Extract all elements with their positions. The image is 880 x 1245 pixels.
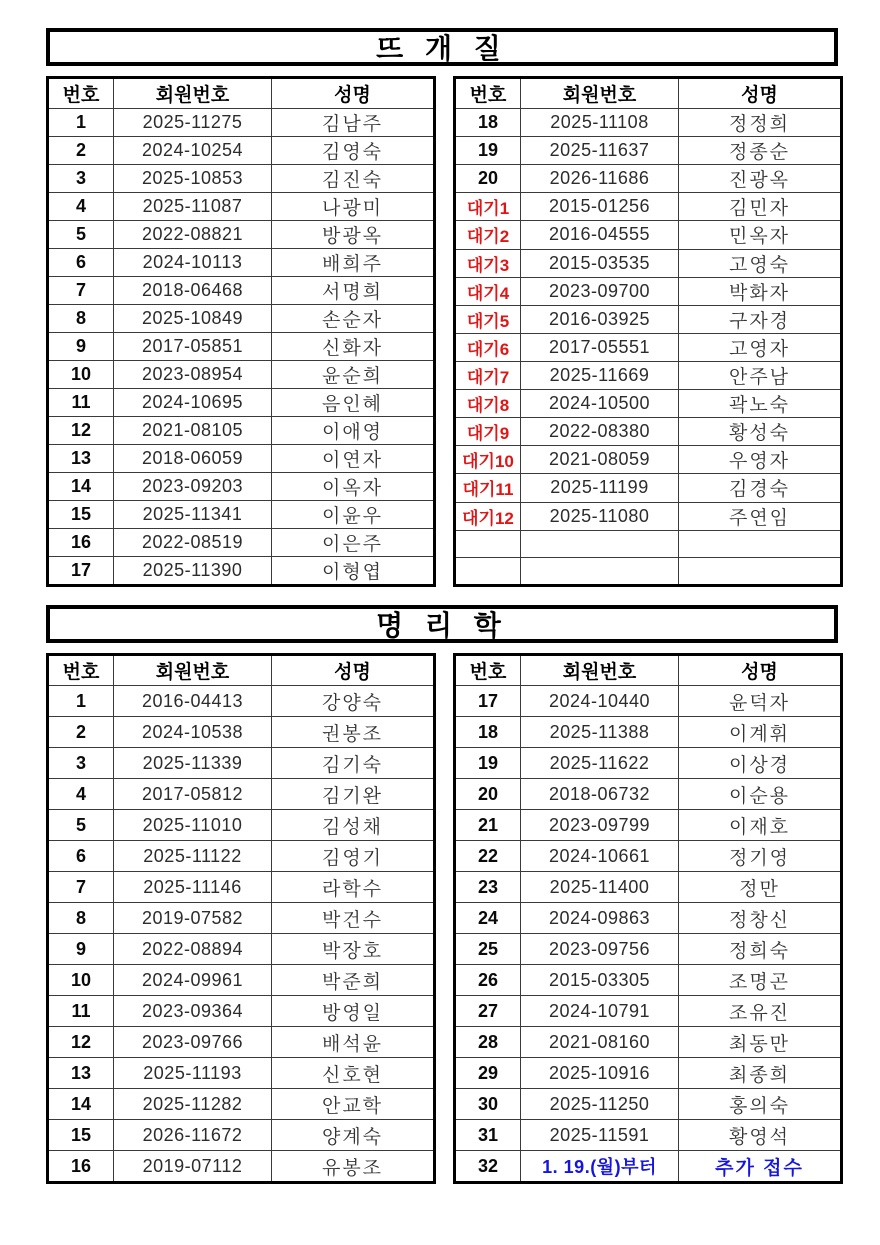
name-cell: 추가 접수 [679,1151,842,1183]
column-header-name: 성명 [272,78,435,109]
member-number-cell: 2025-11669 [521,361,679,389]
member-number-cell: 2024-10440 [521,686,679,717]
table-row [48,1089,435,1120]
table-row [455,165,842,193]
table-row [48,934,435,965]
member-number-cell: 2015-03535 [521,249,679,277]
name-cell: 안교학 [272,1089,435,1120]
member-number-cell: 2022-08821 [114,221,272,249]
column-header-name: 성명 [272,655,435,686]
name-cell: 이재호 [679,810,842,841]
member-number-cell [521,530,679,557]
name-cell: 양계숙 [272,1120,435,1151]
member-number-cell: 2024-10661 [521,841,679,872]
member-number-cell: 2018-06059 [114,445,272,473]
name-cell: 김성채 [272,810,435,841]
name-cell: 안주남 [679,361,842,389]
row-no-cell: 16 [48,1151,114,1183]
row-no-cell: 10 [48,361,114,389]
member-number-cell: 2025-11010 [114,810,272,841]
row-no-cell: 31 [455,1120,521,1151]
member-number-cell: 2023-09700 [521,277,679,305]
row-no-cell: 8 [48,903,114,934]
member-number-cell: 2019-07112 [114,1151,272,1183]
row-no-cell: 대기6 [455,333,521,361]
row-no-cell: 대기9 [455,418,521,446]
name-cell: 배희주 [272,249,435,277]
table-row [455,872,842,903]
table-row [455,277,842,305]
name-cell: 이은주 [272,529,435,557]
row-no-cell: 14 [48,1089,114,1120]
member-number-cell: 2023-09799 [521,810,679,841]
member-number-cell: 2019-07582 [114,903,272,934]
member-number-cell: 2025-10916 [521,1058,679,1089]
name-cell: 황성숙 [679,418,842,446]
name-cell: 이순용 [679,779,842,810]
table-row [455,1058,842,1089]
table-row [455,193,842,221]
name-cell: 방광옥 [272,221,435,249]
table-row [455,686,842,717]
name-cell: 윤덕자 [679,686,842,717]
member-number-cell: 2024-10538 [114,717,272,748]
member-number-cell: 1. 19.(월)부터 [521,1151,679,1183]
name-cell: 김민자 [679,193,842,221]
column-header-no: 번호 [455,78,521,109]
name-cell: 조유진 [679,996,842,1027]
table-row [48,193,435,221]
row-no-cell: 대기11 [455,474,521,502]
name-cell: 정희숙 [679,934,842,965]
member-number-cell: 2025-11341 [114,501,272,529]
row-no-cell: 17 [48,557,114,586]
name-cell: 곽노숙 [679,390,842,418]
section-knitting [46,28,838,587]
member-table-right [453,653,843,1184]
member-number-cell: 2025-11146 [114,872,272,903]
name-cell: 조명곤 [679,965,842,996]
row-no-cell: 1 [48,686,114,717]
member-number-cell [521,557,679,585]
row-no-cell: 대기12 [455,502,521,530]
table-row [455,137,842,165]
table-row [455,109,842,137]
member-number-cell: 2017-05812 [114,779,272,810]
table-row [48,717,435,748]
row-no-cell: 8 [48,305,114,333]
name-cell: 강양숙 [272,686,435,717]
table-row [455,996,842,1027]
table-row [455,361,842,389]
table-row [455,841,842,872]
row-no-cell: 대기5 [455,305,521,333]
row-no-cell: 12 [48,417,114,445]
name-cell: 민옥자 [679,221,842,249]
table-row [48,389,435,417]
row-no-cell: 5 [48,221,114,249]
row-no-cell: 9 [48,333,114,361]
row-no-cell: 20 [455,165,521,193]
table-row [48,872,435,903]
table-row [48,779,435,810]
table-row [48,501,435,529]
row-no-cell: 32 [455,1151,521,1183]
member-number-cell: 2024-10254 [114,137,272,165]
table-row [455,221,842,249]
name-cell: 김진숙 [272,165,435,193]
table-row [455,249,842,277]
member-number-cell: 2025-11199 [521,474,679,502]
table-row [48,1120,435,1151]
name-cell: 김영숙 [272,137,435,165]
name-cell: 주연임 [679,502,842,530]
table-row [48,841,435,872]
section-title: 뜨 개 질 [376,33,508,64]
name-cell: 서명희 [272,277,435,305]
table-row [455,1120,842,1151]
row-no-cell: 25 [455,934,521,965]
member-number-cell: 2023-09203 [114,473,272,501]
name-cell: 이윤우 [272,501,435,529]
row-no-cell: 27 [455,996,521,1027]
row-no-cell: 26 [455,965,521,996]
name-cell: 정종순 [679,137,842,165]
section-title-box [46,605,838,643]
member-number-cell: 2025-11193 [114,1058,272,1089]
row-no-cell: 4 [48,779,114,810]
member-number-cell: 2026-11686 [521,165,679,193]
row-no-cell: 16 [48,529,114,557]
row-no-cell: 29 [455,1058,521,1089]
header-row [48,78,435,109]
name-cell: 정창신 [679,903,842,934]
name-cell: 정기영 [679,841,842,872]
name-cell: 박준희 [272,965,435,996]
table-row [48,903,435,934]
row-no-cell: 18 [455,109,521,137]
table-row [48,445,435,473]
column-header-member-number: 회원번호 [521,655,679,686]
member-number-cell: 2025-10849 [114,305,272,333]
column-header-name: 성명 [679,655,842,686]
row-no-cell: 대기10 [455,446,521,474]
member-number-cell: 2017-05551 [521,333,679,361]
section-title-box [46,28,838,66]
row-no-cell: 6 [48,249,114,277]
table-row [48,417,435,445]
member-number-cell: 2021-08105 [114,417,272,445]
member-number-cell: 2024-10500 [521,390,679,418]
row-no-cell: 대기3 [455,249,521,277]
row-no-cell: 대기2 [455,221,521,249]
name-cell: 유봉조 [272,1151,435,1183]
section-myeongnihak [46,605,838,1184]
table-row [455,446,842,474]
name-cell: 정만 [679,872,842,903]
member-number-cell: 2015-03305 [521,965,679,996]
row-no-cell: 7 [48,872,114,903]
name-cell: 신화자 [272,333,435,361]
row-no-cell: 대기1 [455,193,521,221]
table-row [48,473,435,501]
member-number-cell: 2016-03925 [521,305,679,333]
member-number-cell: 2018-06732 [521,779,679,810]
header-row [455,655,842,686]
table-row [48,996,435,1027]
table-row [48,333,435,361]
table-row [455,934,842,965]
column-header-name: 성명 [679,78,842,109]
name-cell: 나광미 [272,193,435,221]
name-cell: 박장호 [272,934,435,965]
member-number-cell: 2018-06468 [114,277,272,305]
table-row [455,502,842,530]
column-header-member-number: 회원번호 [521,78,679,109]
row-no-cell: 23 [455,872,521,903]
row-no-cell: 13 [48,1058,114,1089]
member-number-cell: 2022-08894 [114,934,272,965]
member-number-cell: 2016-04555 [521,221,679,249]
table-row [48,686,435,717]
member-number-cell: 2016-04413 [114,686,272,717]
name-cell: 이연자 [272,445,435,473]
table-row [48,1058,435,1089]
member-number-cell: 2025-11591 [521,1120,679,1151]
name-cell: 윤순희 [272,361,435,389]
name-cell: 정정희 [679,109,842,137]
name-cell: 김경숙 [679,474,842,502]
table-row [455,1027,842,1058]
member-number-cell: 2025-11622 [521,748,679,779]
table-row [455,965,842,996]
table-row [455,530,842,557]
member-number-cell: 2025-11275 [114,109,272,137]
table-row [48,249,435,277]
member-table-right [453,76,843,587]
member-number-cell: 2025-11250 [521,1089,679,1120]
name-cell: 음인혜 [272,389,435,417]
name-cell: 고영자 [679,333,842,361]
section-title: 명 리 학 [376,610,508,641]
table-row [48,305,435,333]
row-no-cell: 대기7 [455,361,521,389]
table-row [455,779,842,810]
member-number-cell: 2023-09364 [114,996,272,1027]
name-cell: 우영자 [679,446,842,474]
member-number-cell: 2024-09863 [521,903,679,934]
name-cell: 박화자 [679,277,842,305]
row-no-cell: 대기4 [455,277,521,305]
row-no-cell: 3 [48,748,114,779]
tables-row [46,76,838,587]
member-number-cell: 2025-11080 [521,502,679,530]
table-row [48,221,435,249]
member-table-left [46,653,436,1184]
table-row [455,1089,842,1120]
name-cell: 이애영 [272,417,435,445]
name-cell: 권봉조 [272,717,435,748]
member-number-cell: 2025-11339 [114,748,272,779]
name-cell: 배석윤 [272,1027,435,1058]
name-cell: 홍의숙 [679,1089,842,1120]
member-number-cell: 2015-01256 [521,193,679,221]
table-row [48,277,435,305]
name-cell [679,557,842,585]
row-no-cell: 30 [455,1089,521,1120]
table-row [455,418,842,446]
name-cell: 이상경 [679,748,842,779]
member-number-cell: 2017-05851 [114,333,272,361]
name-cell: 구자경 [679,305,842,333]
row-no-cell: 9 [48,934,114,965]
member-number-cell: 2025-11122 [114,841,272,872]
row-no-cell: 2 [48,137,114,165]
name-cell: 이형엽 [272,557,435,586]
column-header-no: 번호 [48,655,114,686]
row-no-cell: 7 [48,277,114,305]
name-cell: 고영숙 [679,249,842,277]
row-no-cell: 대기8 [455,390,521,418]
header-row [455,78,842,109]
row-no-cell: 5 [48,810,114,841]
table-row [48,557,435,586]
member-number-cell: 2024-10113 [114,249,272,277]
member-number-cell: 2022-08519 [114,529,272,557]
member-number-cell: 2025-11390 [114,557,272,586]
member-number-cell: 2023-09756 [521,934,679,965]
name-cell: 김기완 [272,779,435,810]
row-no-cell: 14 [48,473,114,501]
table-row [48,1027,435,1058]
name-cell: 라학수 [272,872,435,903]
tables-row [46,653,838,1184]
name-cell: 진광옥 [679,165,842,193]
table-row [455,717,842,748]
member-number-cell: 2025-10853 [114,165,272,193]
name-cell: 신호현 [272,1058,435,1089]
name-cell: 황영석 [679,1120,842,1151]
row-no-cell: 4 [48,193,114,221]
row-no-cell: 12 [48,1027,114,1058]
column-header-no: 번호 [455,655,521,686]
row-no-cell: 21 [455,810,521,841]
name-cell: 김영기 [272,841,435,872]
table-row [48,137,435,165]
table-row [455,474,842,502]
header-row [48,655,435,686]
row-no-cell: 15 [48,1120,114,1151]
member-number-cell: 2025-11108 [521,109,679,137]
row-no-cell: 18 [455,717,521,748]
member-number-cell: 2023-09766 [114,1027,272,1058]
table-row [455,810,842,841]
name-cell: 김기숙 [272,748,435,779]
row-no-cell: 15 [48,501,114,529]
row-no-cell: 17 [455,686,521,717]
row-no-cell: 6 [48,841,114,872]
table-row [48,748,435,779]
member-number-cell: 2025-11388 [521,717,679,748]
row-no-cell: 19 [455,137,521,165]
member-number-cell: 2022-08380 [521,418,679,446]
member-number-cell: 2023-08954 [114,361,272,389]
column-header-member-number: 회원번호 [114,655,272,686]
row-no-cell [455,557,521,585]
table-row [48,109,435,137]
row-no-cell: 3 [48,165,114,193]
member-number-cell: 2021-08160 [521,1027,679,1058]
table-row [455,903,842,934]
member-number-cell: 2026-11672 [114,1120,272,1151]
row-no-cell: 10 [48,965,114,996]
name-cell: 손순자 [272,305,435,333]
table-row [48,361,435,389]
row-no-cell: 28 [455,1027,521,1058]
table-row [455,557,842,585]
name-cell [679,530,842,557]
table-row [48,965,435,996]
name-cell: 방영일 [272,996,435,1027]
member-number-cell: 2025-11282 [114,1089,272,1120]
row-no-cell: 19 [455,748,521,779]
member-number-cell: 2021-08059 [521,446,679,474]
table-row [455,1151,842,1183]
row-no-cell: 22 [455,841,521,872]
row-no-cell: 2 [48,717,114,748]
member-number-cell: 2024-10791 [521,996,679,1027]
table-row [48,529,435,557]
member-number-cell: 2024-09961 [114,965,272,996]
name-cell: 이계휘 [679,717,842,748]
row-no-cell: 24 [455,903,521,934]
row-no-cell: 1 [48,109,114,137]
table-row [455,390,842,418]
name-cell: 최종희 [679,1058,842,1089]
row-no-cell: 11 [48,996,114,1027]
member-table-left [46,76,436,587]
row-no-cell: 11 [48,389,114,417]
row-no-cell: 13 [48,445,114,473]
member-number-cell: 2025-11637 [521,137,679,165]
table-row [455,305,842,333]
table-row [48,1151,435,1183]
name-cell: 박건수 [272,903,435,934]
member-number-cell: 2024-10695 [114,389,272,417]
table-row [48,165,435,193]
member-number-cell: 2025-11087 [114,193,272,221]
table-row [455,748,842,779]
row-no-cell [455,530,521,557]
name-cell: 최동만 [679,1027,842,1058]
row-no-cell: 20 [455,779,521,810]
name-cell: 이옥자 [272,473,435,501]
member-number-cell: 2025-11400 [521,872,679,903]
column-header-member-number: 회원번호 [114,78,272,109]
column-header-no: 번호 [48,78,114,109]
table-row [48,810,435,841]
name-cell: 김남주 [272,109,435,137]
table-row [455,333,842,361]
